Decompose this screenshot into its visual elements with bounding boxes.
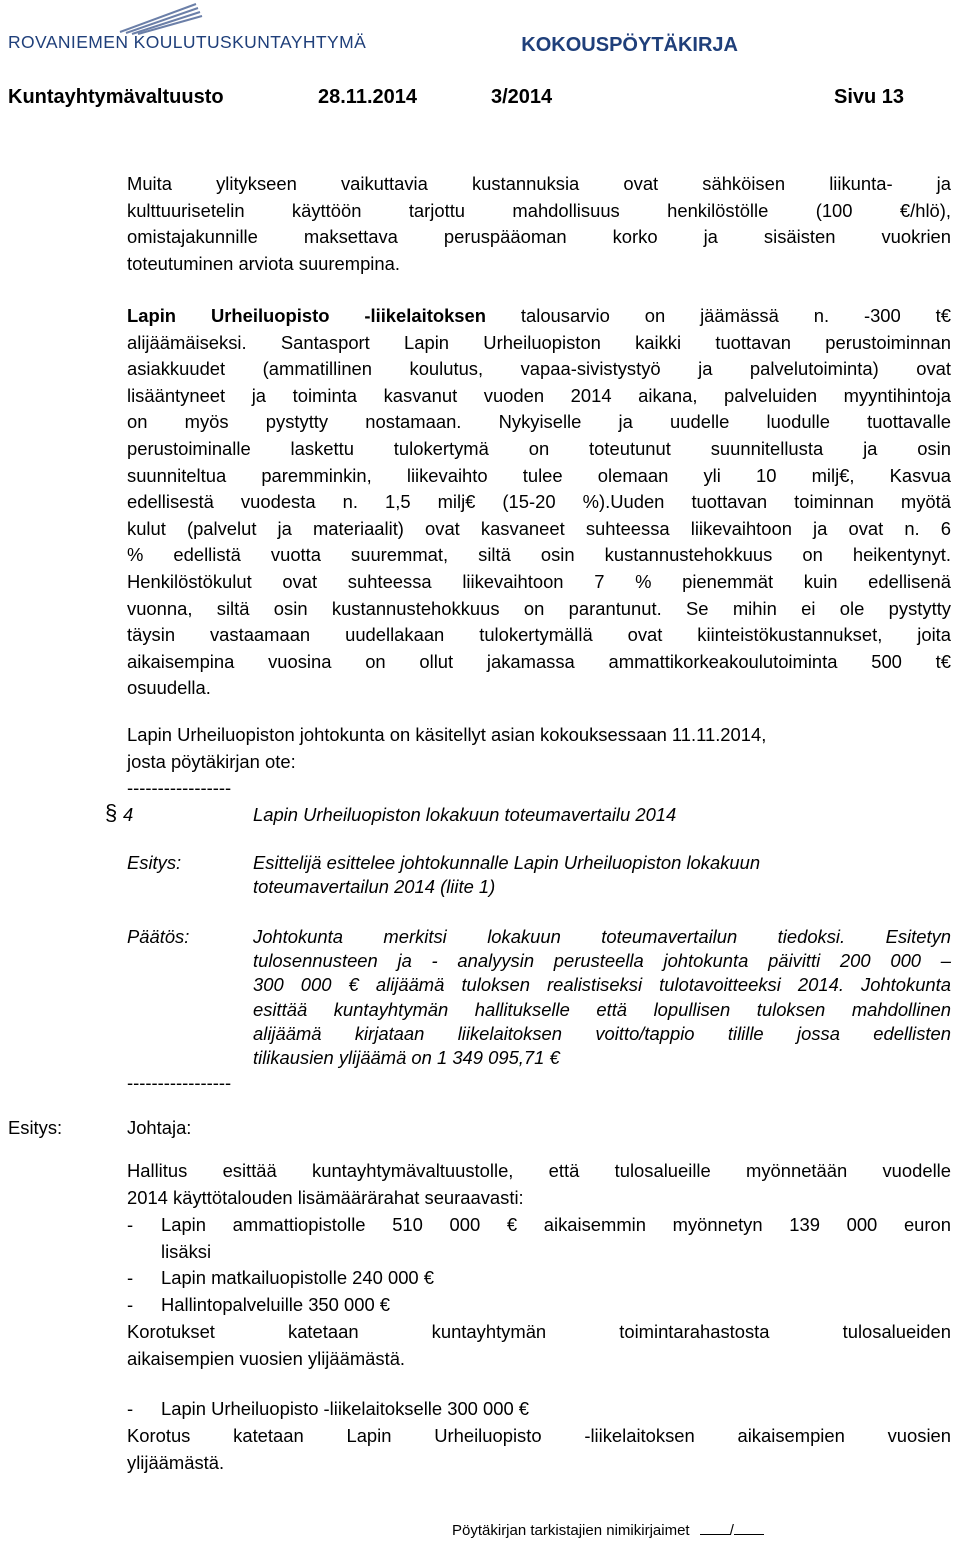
proposal-intro: Hallitus esittää kuntayhtymävaltuustolle, että tulosalueille myönnetään vuodelle 2014 käyttötalouden lisämäärärahat seuraavasti: xyxy=(127,1160,951,1208)
page-number: Sivu 13 xyxy=(834,86,905,108)
allocation-list xyxy=(127,1212,951,1318)
proposal-coverage: Korotukset katetaan kuntayhtymän toimintarahastosta tulosalueiden aikaisempien vuosien ylijäämästä. xyxy=(127,1321,951,1369)
excerpt-esitys-text: Esittelijä esittelee johtokunnalle Lapin Urheiluopiston lokakuun toteumavertailun 2014 (liite 1) xyxy=(253,852,761,897)
list-item: - Lapin matkailuopistolle 240 000 € xyxy=(127,1267,434,1289)
meeting-date: 28.11.2014 xyxy=(318,86,417,108)
footer-initials: Pöytäkirjan tarkistajien nimikirjaimet / xyxy=(452,1522,764,1539)
organization-name: ROVANIEMEN KOULUTUSKUNTAYHTYMÄ xyxy=(8,32,367,52)
logo-swoosh-icon xyxy=(8,2,208,36)
bold-heading: Lapin Urheiluopisto -liikelaitoksen xyxy=(127,305,486,326)
proposal-author: Johtaja: xyxy=(127,1117,192,1138)
excerpt-separator-top: ----------------- xyxy=(127,777,232,798)
allocation-list-urheiluopisto xyxy=(127,1396,951,1423)
proposal-label: Esitys: xyxy=(8,1117,63,1138)
proposal-coverage-2: Korotus katetaan Lapin Urheiluopisto -liikelaitoksen aikaisempien vuosien ylijäämästä. xyxy=(127,1425,951,1473)
list-item: - Lapin Urheiluopisto -liikelaitokselle 300 000 € xyxy=(127,1398,530,1419)
paragraph-urheiluopisto-budget: Lapin Urheiluopisto -liikelaitoksen talousarvio on jäämässä n. -300 t€ alijäämäiseksi. Santasport Lapin Urheiluopiston kaikki tuottavan perustoiminnan asiakkuudet (ammatillinen koulutus, vapaa-sivistystyö ja palvelutoiminta) ovat lisääntyneet ja toiminta kasvanut vuoden 2014 aikana, palveluiden myyntihintoja on myös pystytty nostamaan. Nykyiselle ja uudelle luodulle tuottavalle perustoiminalle laskettu tulokertymä on toteutunut suunnitellusta ja osin suunniteltua paremminkin, liikevaihto tulee olemaan yli 10 milj€, Kasvua edellisestä vuodesta n. 1,5 milj€ (15-20 %).Uuden tuottavan toiminnan myötä kulut (palvelut ja materiaalit) ovat kasvaneet suhteessa liikevaihtoon ja ovat n. 6 % edellistä vuotta suuremmat, siltä osin kustannustehokkuus on heikentynyt. Henkilöstökulut ovat suhteessa liikevaihtoon 7 % pienemmät kuin edellisenä vuonna, siltä osin kustannustehokkuus on parantunut. Se mihin ei ole pystytty täysin vastaamaan uudellakaan tulokertymällä ovat kiinteistökustannukset, joita aikaisempina vuosina on ollut jakamassa ammattikorkeakoulutoiminta 500 t€ osuudella. xyxy=(127,305,951,699)
excerpt-esitys-label: Esitys: xyxy=(127,852,182,873)
paragraph-board-handled: Lapin Urheiluopiston johtokunta on käsitellyt asian kokouksessaan 11.11.2014, josta pöytäkirjan ote: xyxy=(127,724,767,772)
meeting-body: Kuntayhtymävaltuusto xyxy=(8,86,224,108)
paragraph-other-costs: Muita ylitykseen vaikuttavia kustannuksia ovat sähköisen liikunta- ja kulttuurisetelin käyttöön tarjottu mahdollisuus henkilöstölle (100 €/hlö), omistajakunnille maksettava peruspääoman korko ja sisäisten vuokrien toteutuminen arviota suurempina. xyxy=(127,173,951,274)
list-item: - Hallintopalveluille 350 000 € xyxy=(127,1293,391,1315)
document-type: KOKOUSPÖYTÄKIRJA xyxy=(521,34,738,56)
excerpt-paatos-text: Johtokunta merkitsi lokakuun toteumavertailun tiedoksi. Esitetyn tulosennusteen ja - analyysin perusteella johtokunta päivitti 200 000 – 300 000 € alijäämä tuloksen realistiseksi tulotavoitteeksi 2014. Johtokunta esittää kuntayhtymän hallitukselle että lopullisen tuloksen mahdollinen alijäämä kirjataan liikelaitoksen voitto/tappio tilille jossa edellisten tilikausien ylijäämä on 1 349 095,71 € xyxy=(253,926,951,1069)
initials-blank-2[interactable] xyxy=(734,1522,764,1535)
excerpt-separator-bottom: ----------------- xyxy=(127,1072,232,1093)
list-item: - Lapin ammattiopistolle 510 000 € aikaisemmin myönnetyn 139 000 euron lisäksi xyxy=(127,1214,951,1262)
excerpt-item-title: Lapin Urheiluopiston lokakuun toteumavertailu 2014 xyxy=(253,804,677,825)
meeting-number: 3/2014 xyxy=(491,86,553,108)
excerpt-item-number: 4 xyxy=(123,804,134,825)
section-mark: § xyxy=(105,800,118,825)
excerpt-paatos-label: Päätös: xyxy=(127,926,190,947)
initials-blank-1[interactable] xyxy=(700,1522,730,1535)
